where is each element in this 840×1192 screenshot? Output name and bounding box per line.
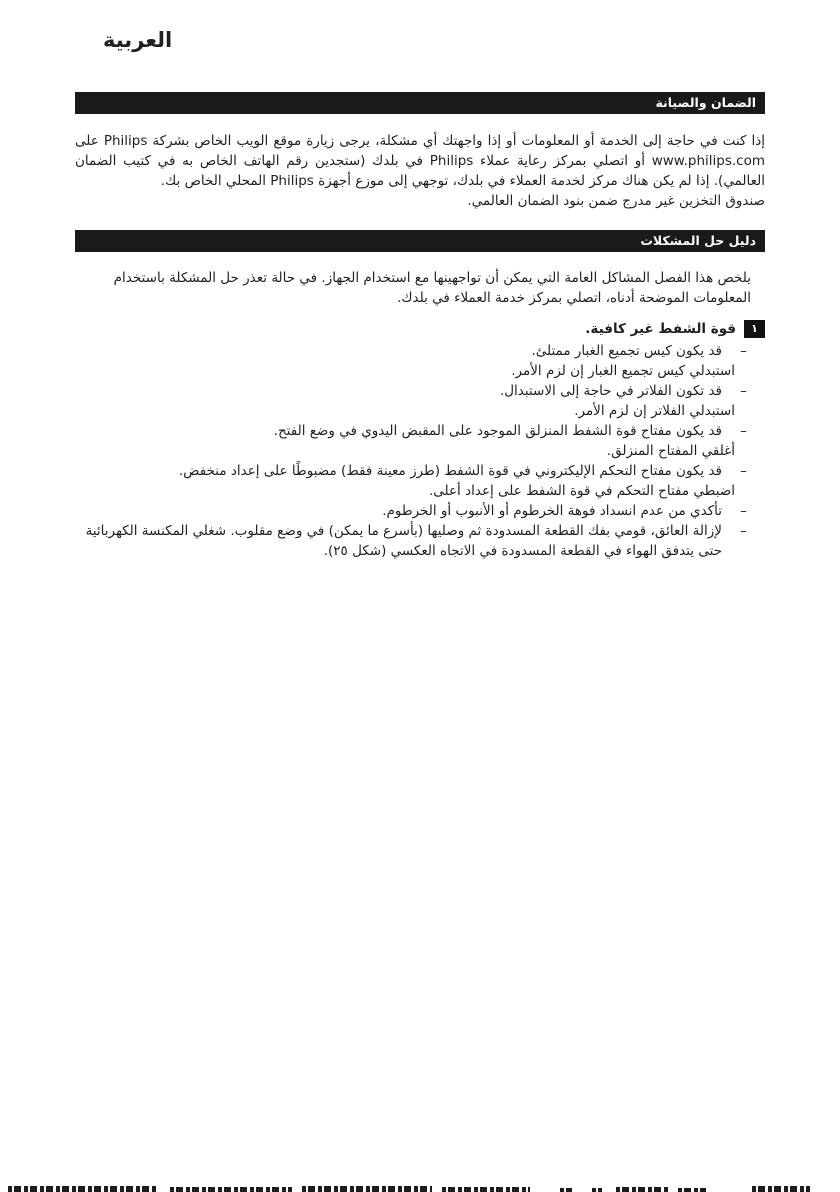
- cause-text: قد تكون الفلاتر في حاجة إلى الاستبدال.: [499, 383, 722, 399]
- cause-row: [75, 461, 765, 481]
- warranty-paragraph: إذا كنت في حاجة إلى الخدمة أو المعلومات أو إذا واجهتك أي مشكلة، يرجى زيارة موقع الويب الخاص بشركة Philips على www.philips.com أو اتصلي بمركز رعاية عملاء Philips في بلدك (ستجدين رقم الهاتف الخاص به في كتيب الضمان العالمي). إذا لم يكن هناك مركز لخدمة العملاء في بلدك، توجهي إلى موزع أجهزة Philips المحلي الخاص بك.: [75, 133, 765, 189]
- clipped-text-fragment: [560, 1188, 572, 1192]
- clipped-text-fragment: [170, 1187, 292, 1192]
- dash-bullet: –: [740, 523, 747, 539]
- remedy-text: استبدلي كيس تجميع الغبار إن لزم الأمر.: [511, 363, 735, 379]
- clipped-text-fragment: [752, 1186, 810, 1192]
- page-content: [75, 92, 765, 561]
- clipped-print-artifact: [0, 1184, 840, 1192]
- problem-title: قوة الشفط غير كافية.: [585, 321, 736, 337]
- language-heading: العربية: [103, 28, 173, 52]
- dash-bullet: –: [740, 423, 747, 439]
- cause-text: تأكدي من عدم انسداد فوهة الخرطوم أو الأنبوب أو الخرطوم.: [382, 503, 722, 519]
- cause-row: [75, 341, 765, 361]
- dash-bullet: –: [740, 503, 747, 519]
- warranty-note: صندوق التخزين غير مدرج ضمن بنود الضمان العالمي.: [467, 193, 765, 209]
- cause-row: [75, 421, 765, 441]
- cause-text: لإزالة العائق، قومي بفك القطعة المسدودة ثم وصليها (بأسرع ما يمكن) في وضع مقلوب. شغلي المكنسة الكهربائية حتى يتدفق الهواء في القطعة المسدودة في الاتجاه العكسي (شكل ٢٥).: [85, 523, 722, 559]
- cause-text: قد يكون كيس تجميع الغبار ممتلئ.: [531, 343, 722, 359]
- dash-bullet: –: [740, 383, 747, 399]
- remedy-text: أغلقي المفتاح المنزلق.: [606, 443, 735, 459]
- clipped-text-fragment: [678, 1188, 706, 1192]
- clipped-text-fragment: [616, 1187, 668, 1192]
- cause-row: [75, 501, 765, 521]
- dash-bullet: –: [740, 343, 747, 359]
- cause-text: قد يكون مفتاح التحكم الإليكتروني في قوة الشفط (طرز معينة فقط) مضبوطًا على إعداد منخفض.: [178, 463, 722, 479]
- clipped-text-fragment: [8, 1186, 158, 1192]
- clipped-text-fragment: [302, 1186, 432, 1192]
- cause-row: [75, 381, 765, 401]
- section-header-troubleshooting: دليل حل المشكلات: [75, 230, 765, 252]
- cause-text: قد يكون مفتاح قوة الشفط المنزلق الموجود على المقبض اليدوي في وضع الفتح.: [273, 423, 722, 439]
- remedy-text: استبدلي الفلاتر إن لزم الأمر.: [574, 403, 735, 419]
- remedy-text: اضبطي مفتاح التحكم في قوة الشفط على إعداد أعلى.: [428, 483, 735, 499]
- problem-bullet-list: [75, 341, 765, 561]
- clipped-text-fragment: [442, 1187, 530, 1192]
- problem-number-badge: ١: [744, 320, 765, 338]
- dash-bullet: –: [740, 463, 747, 479]
- problem-title-row: [75, 319, 765, 339]
- troubleshooting-intro: يلخص هذا الفصل المشاكل العامة التي يمكن أن تواجهينها مع استخدام الجهاز. في حالة تعذر حل المشكلة باستخدام المعلومات الموضحة أدناه، اتصلي بمركز خدمة العملاء في بلدك.: [113, 270, 751, 306]
- section-header-warranty: الضمان والصيانة: [75, 92, 765, 114]
- clipped-text-fragment: [592, 1188, 602, 1192]
- problem-item: [75, 319, 765, 561]
- cause-row: [75, 521, 765, 561]
